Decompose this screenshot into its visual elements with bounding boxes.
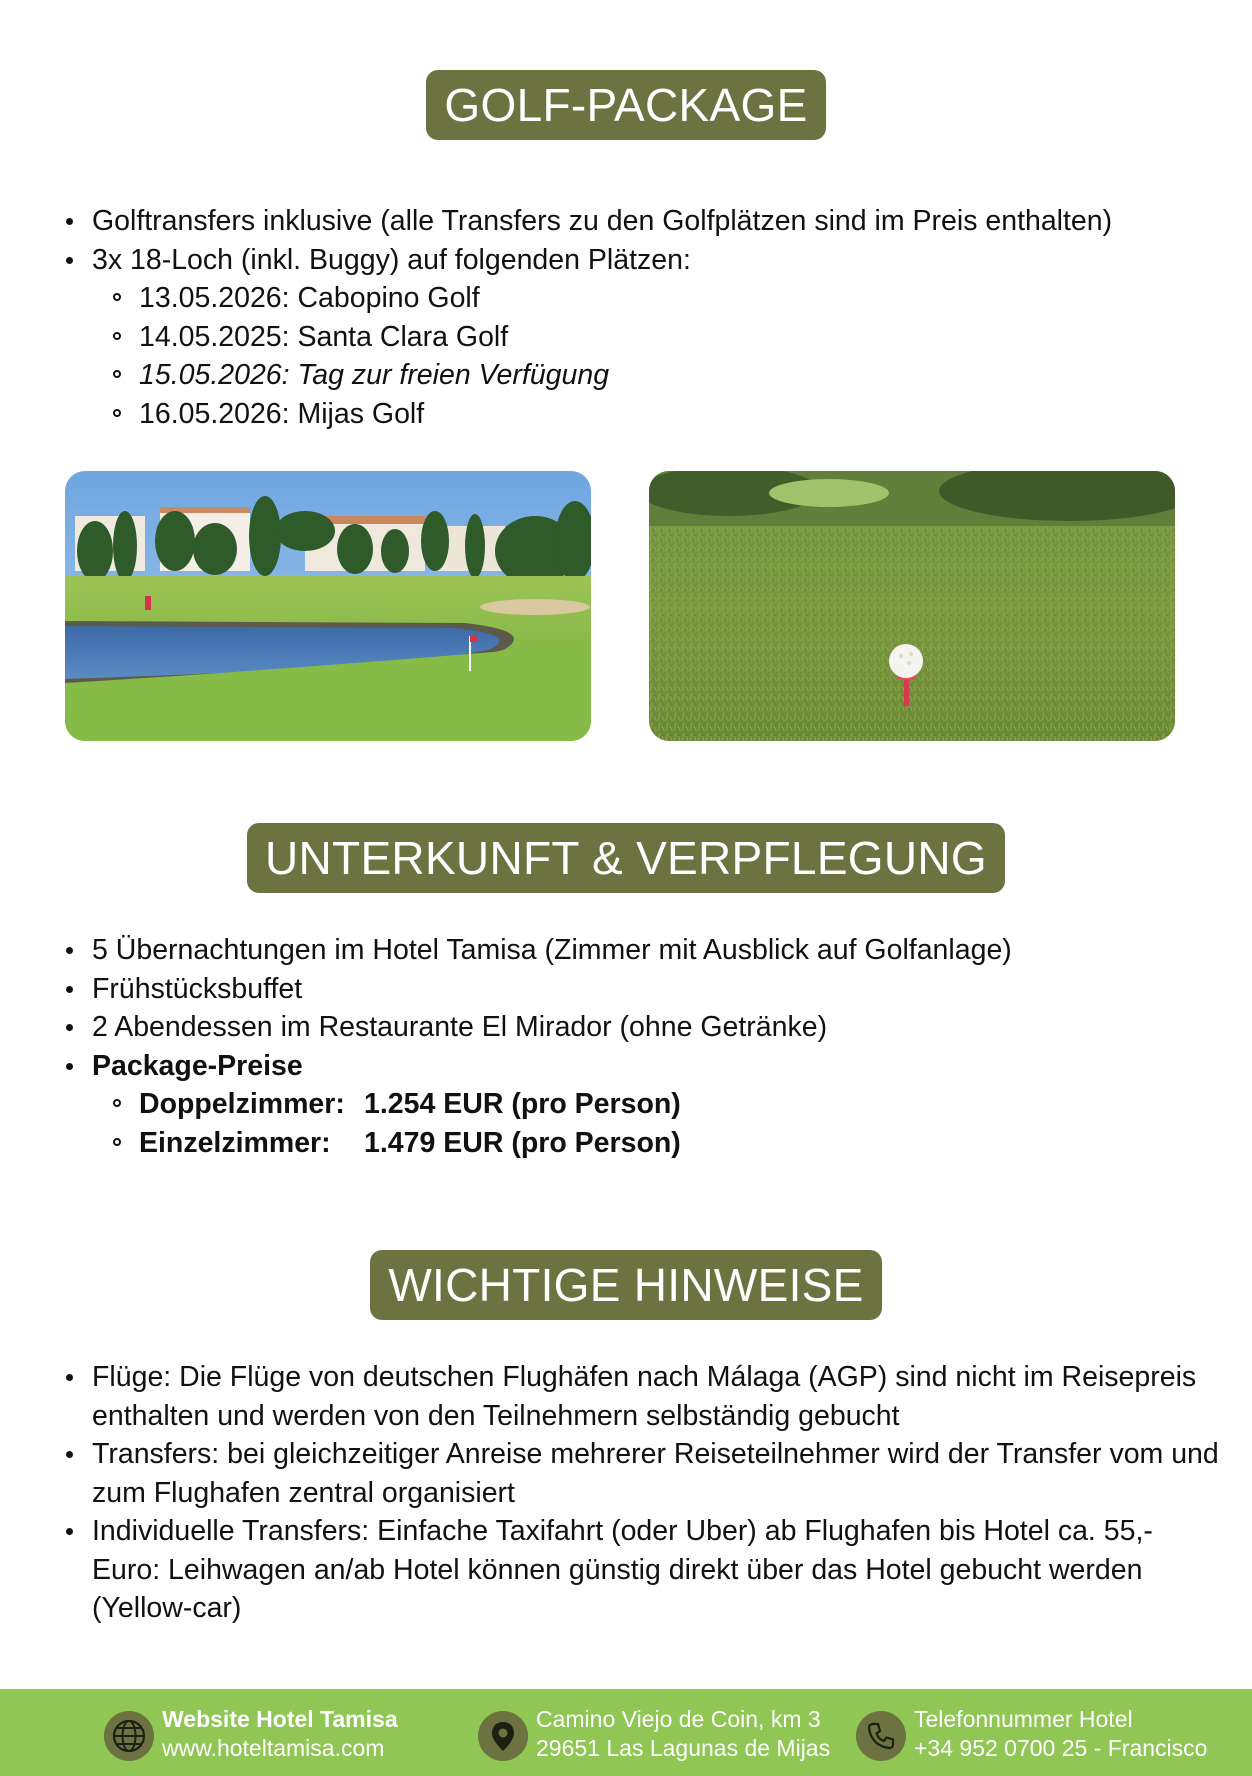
globe-icon <box>104 1711 154 1761</box>
notes-title: WICHTIGE HINWEISE <box>370 1250 881 1320</box>
footer-phone-text <box>914 1705 1207 1763</box>
price-item-double: Doppelzimmer: 1.254 EUR (pro Person) <box>139 1085 1222 1124</box>
address-line-1: Camino Viejo de Coin, km 3 <box>536 1706 821 1732</box>
golf-ball-tee-photo <box>649 471 1175 741</box>
list-item: 3x 18-Loch (inkl. Buggy) auf folgenden Plätzen: 13.05.2026: Cabopino Golf 14.05.2025: Santa Clara Golf 15.05.2026: Tag zur freien Verfügung 16.05.2026: Mijas Golf <box>92 241 1222 434</box>
golf-round-item: 15.05.2026: Tag zur freien Verfügung <box>139 356 1222 395</box>
accommodation-heading <box>0 823 1252 893</box>
footer-bar <box>0 1689 1252 1776</box>
accommodation-list <box>70 931 1222 1162</box>
list-item: 5 Übernachtungen im Hotel Tamisa (Zimmer mit Ausblick auf Golfanlage) <box>92 931 1222 970</box>
phone-number[interactable]: +34 952 0700 25 - Francisco <box>914 1735 1208 1761</box>
list-item: Transfers: bei gleichzeitiger Anreise mehrerer Reiseteilnehmer wird der Transfer vom und zum Flughafen zentral organisiert <box>92 1435 1222 1512</box>
list-item: Frühstücksbuffet <box>92 970 1222 1009</box>
list-item: Individuelle Transfers: Einfache Taxifahrt (oder Uber) ab Flughafen bis Hotel ca. 55,- Euro: Leihwagen an/ab Hotel können günstig direkt über das Hotel gebucht werden (Yellow-car) <box>92 1512 1222 1628</box>
footer-website-text <box>162 1705 398 1763</box>
website-label: Website Hotel Tamisa <box>162 1706 398 1732</box>
list-item: Golftransfers inklusive (alle Transfers zu den Golfplätzen sind im Preis enthalten) <box>92 202 1222 241</box>
golf-package-title: GOLF-PACKAGE <box>426 70 825 140</box>
list-item: Flüge: Die Flüge von deutschen Flughäfen nach Málaga (AGP) sind nicht im Reisepreis enthalten und werden von den Teilnehmern selbständig gebucht <box>92 1358 1222 1435</box>
notes-heading <box>0 1250 1252 1320</box>
golf-round-item: 14.05.2025: Santa Clara Golf <box>139 318 1222 357</box>
list-item: 2 Abendessen im Restaurante El Mirador (ohne Getränke) <box>92 1008 1222 1047</box>
phone-icon <box>856 1711 906 1761</box>
phone-label: Telefonnummer Hotel <box>914 1706 1133 1732</box>
golf-package-heading <box>0 70 1252 140</box>
golf-round-item: 13.05.2026: Cabopino Golf <box>139 279 1222 318</box>
golf-course-lake-photo <box>65 471 591 741</box>
golf-round-item: 16.05.2026: Mijas Golf <box>139 395 1222 434</box>
list-item: Package-Preise Doppelzimmer: 1.254 EUR (pro Person) Einzelzimmer: 1.479 EUR (pro Person) <box>92 1047 1222 1163</box>
footer-address-text <box>536 1705 830 1763</box>
location-pin-icon <box>478 1711 528 1761</box>
accommodation-title: UNTERKUNFT & VERPFLEGUNG <box>247 823 1005 893</box>
price-list <box>92 1085 1222 1162</box>
notes-list <box>70 1358 1222 1628</box>
golf-package-list <box>70 202 1222 433</box>
address-line-2: 29651 Las Lagunas de Mijas <box>536 1735 831 1761</box>
website-url[interactable]: www.hoteltamisa.com <box>162 1735 385 1761</box>
price-item-single: Einzelzimmer: 1.479 EUR (pro Person) <box>139 1124 1222 1163</box>
golf-rounds-list <box>92 279 1222 433</box>
